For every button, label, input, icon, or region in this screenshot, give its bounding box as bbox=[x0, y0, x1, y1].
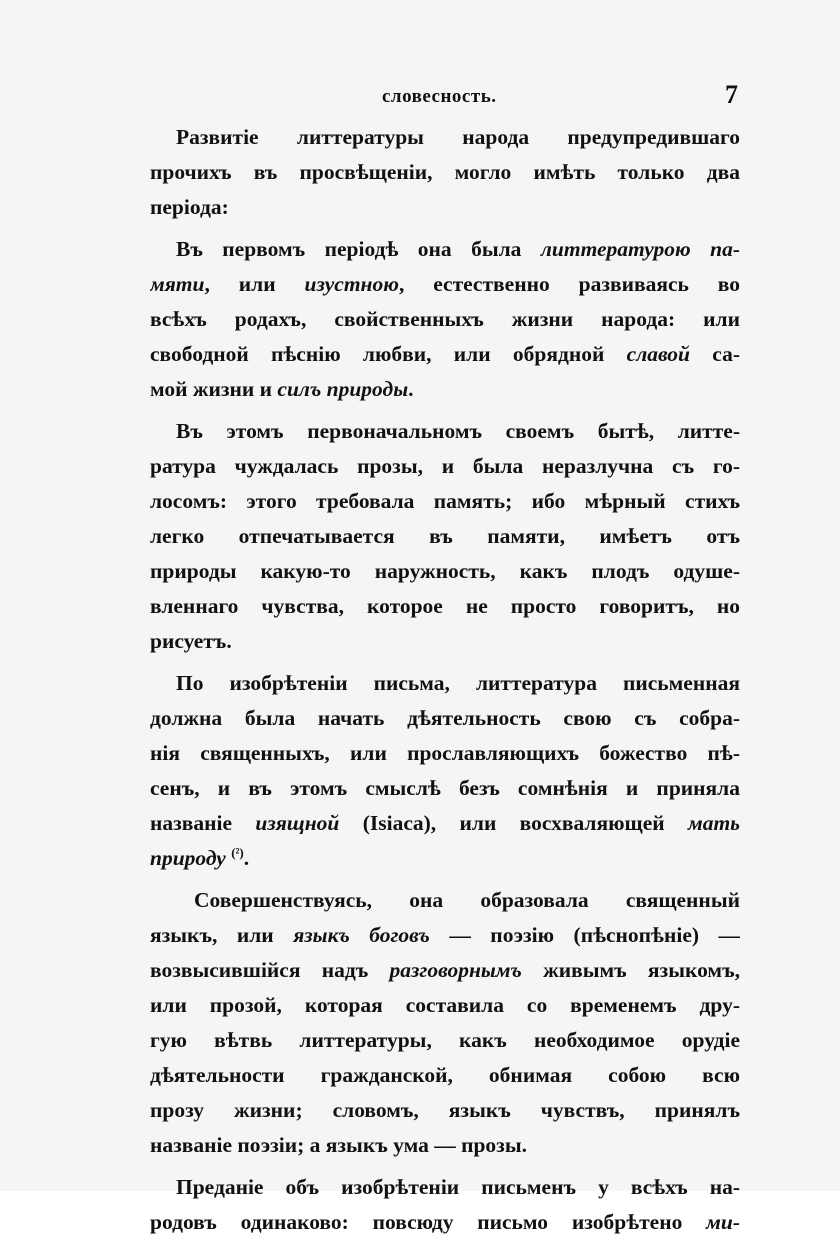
text-run: языкъ, или bbox=[150, 923, 294, 947]
book-page bbox=[150, 80, 740, 1240]
text-line: названіе поэзіи; а языкъ ума — прозы. bbox=[150, 1133, 527, 1157]
text-line: періода: bbox=[150, 195, 229, 219]
text-line bbox=[150, 1205, 740, 1240]
paragraph bbox=[150, 883, 740, 1163]
text-line: нія священныхъ, или прославляющихъ божество пѣ- bbox=[150, 741, 740, 765]
text-line: Развитіе литтературы народа предупредившаго bbox=[176, 125, 740, 149]
text-line: Совершенствуясь, она образовала священный bbox=[194, 888, 740, 912]
italic-run: изящной bbox=[255, 811, 340, 835]
text-line: природы какую-то наружность, какъ плодъ одуше- bbox=[150, 559, 740, 583]
text-line bbox=[150, 841, 740, 876]
text-run: . bbox=[243, 846, 250, 870]
italic-run: изустною bbox=[304, 272, 399, 296]
paragraph bbox=[150, 666, 740, 876]
text-line: ратура чуждалась прозы, и была неразлучна съ го- bbox=[150, 454, 740, 478]
text-run: (Isiaca), или восхваляющей bbox=[339, 811, 688, 835]
text-run: родовъ одинаково: повсюду письмо изобрѣтено bbox=[150, 1210, 707, 1234]
paragraph bbox=[150, 1170, 740, 1240]
italic-run: славой bbox=[626, 342, 691, 366]
text-line: лосомъ: этого требовала память; ибо мѣрный стихъ bbox=[150, 489, 740, 513]
text-line bbox=[150, 337, 740, 372]
text-run: свободной пѣснію любви, или обрядной bbox=[150, 342, 627, 366]
text-line: Въ этомъ первоначальномъ своемъ бытѣ, литте- bbox=[176, 419, 740, 443]
text-line: или прозой, которая составила со временемъ дру- bbox=[150, 993, 740, 1017]
running-title: словесность. bbox=[382, 86, 497, 107]
text-run: , или bbox=[204, 272, 305, 296]
text-run: . bbox=[408, 377, 414, 401]
footnote-reference[interactable]: (²) bbox=[231, 844, 244, 860]
paragraph bbox=[150, 232, 740, 407]
italic-run: мать bbox=[687, 811, 740, 835]
text-line: вленнаго чувства, которое не просто говоритъ, но bbox=[150, 594, 740, 618]
paragraph bbox=[150, 120, 740, 225]
italic-run: ми- bbox=[706, 1210, 740, 1234]
text-run: Въ первомъ періодѣ она была bbox=[176, 237, 541, 261]
text-line bbox=[150, 806, 740, 841]
text-line: гую вѣтвь литтературы, какъ необходимое орудіе bbox=[150, 1028, 740, 1052]
text-line: прочихъ въ просвѣщеніи, могло имѣть только два bbox=[150, 160, 740, 184]
page-number: 7 bbox=[725, 80, 738, 109]
text-line: По изобрѣтеніи письма, литтература письменная bbox=[176, 671, 740, 695]
text-line: должна была начать дѣятельность свою съ собра- bbox=[150, 706, 740, 730]
text-line bbox=[150, 267, 740, 302]
text-line: прозу жизни; словомъ, языкъ чувствъ, принялъ bbox=[150, 1098, 740, 1122]
text-line: всѣхъ родахъ, свойственныхъ жизни народа: или bbox=[150, 307, 740, 331]
text-run: са- bbox=[690, 342, 740, 366]
text-line: легко отпечатывается въ памяти, имѣетъ отъ bbox=[150, 524, 740, 548]
text-line bbox=[150, 918, 740, 953]
italic-run: природу bbox=[150, 846, 226, 870]
text-run: , естественно развиваясь во bbox=[398, 272, 740, 296]
text-line: рисуетъ. bbox=[150, 629, 232, 653]
text-run: живымъ языкомъ, bbox=[521, 958, 740, 982]
text-line: Преданіе объ изобрѣтеніи письменъ у всѣхъ на- bbox=[176, 1175, 740, 1199]
text-run: возвысившійся надъ bbox=[150, 958, 390, 982]
text-line: дѣятельности гражданской, обнимая собою всю bbox=[150, 1063, 740, 1087]
italic-run: разговорнымъ bbox=[389, 958, 522, 982]
text-line bbox=[150, 372, 740, 407]
text-line: сенъ, и въ этомъ смыслѣ безъ сомнѣнія и приняла bbox=[150, 776, 740, 800]
text-run: — поэзію (пѣснопѣніе) — bbox=[429, 923, 740, 947]
italic-run: мяти bbox=[150, 272, 205, 296]
italic-run: силъ природы bbox=[277, 377, 409, 401]
text-line bbox=[150, 953, 740, 988]
italic-run: литтературою па- bbox=[540, 237, 740, 261]
text-line bbox=[150, 232, 740, 267]
text-run: названіе bbox=[150, 811, 256, 835]
running-head bbox=[150, 80, 740, 120]
text-run: мой жизни и bbox=[150, 377, 278, 401]
italic-run: языкъ боговъ bbox=[293, 923, 430, 947]
paragraph bbox=[150, 414, 740, 659]
